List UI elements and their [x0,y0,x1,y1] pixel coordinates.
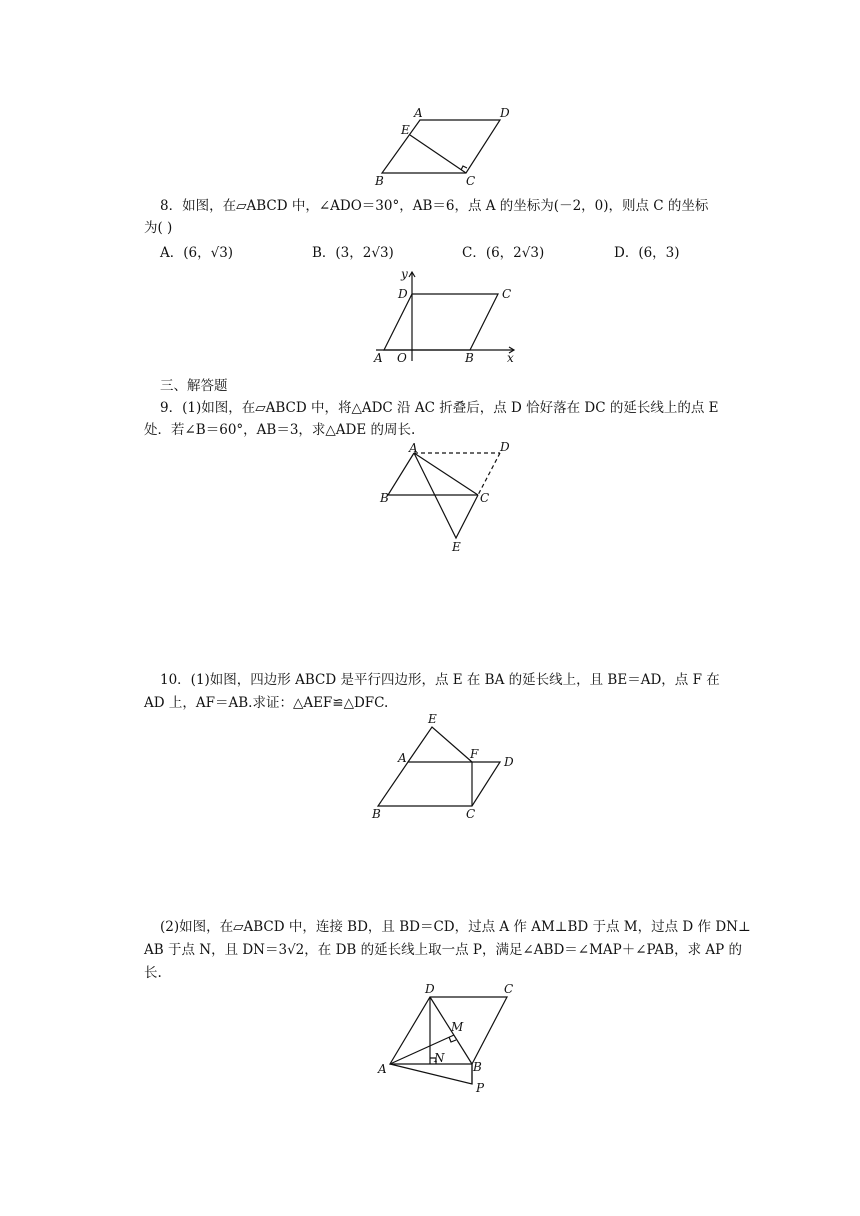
svg-text:M: M [451,1020,464,1034]
svg-text:B: B [372,807,381,821]
svg-text:F: F [470,747,479,761]
svg-text:B: B [375,174,384,188]
svg-text:D: D [504,755,514,769]
svg-text:A: A [414,106,423,120]
svg-text:D: D [398,287,408,301]
svg-text:C: C [502,287,512,301]
svg-text:O: O [397,351,407,365]
figure-parallelogram-aef [366,710,526,825]
svg-text:B: B [473,1060,482,1074]
figure-parallelogram-amp [372,980,532,1100]
svg-text:A: A [374,351,383,365]
q8-text-line1: 8．如图，在▱ABCD 中，∠ADO＝30°，AB＝6，点 A 的坐标为(－2，0)，则点 C 的坐标 [160,198,709,214]
q8-option-a: A．(6，√3) [160,245,234,261]
q10-text-line2: AD 上，AF＝AB.求证：△AEF≌△DFC. [144,695,389,711]
svg-text:C: C [466,807,476,821]
q8-text-line2: 为( ) [144,220,173,236]
svg-text:C: C [480,491,490,505]
svg-text:x: x [507,351,514,365]
q10-text-line1: 10．(1)如图，四边形 ABCD 是平行四边形，点 E 在 BA 的延长线上，且 BE＝AD，点 F 在 [160,672,720,688]
svg-text:P: P [476,1081,485,1095]
svg-text:A: A [378,1062,387,1076]
svg-text:D: D [500,106,510,120]
q9-text-line1: 9．(1)如图，在▱ABCD 中，将△ADC 沿 AC 折叠后，点 D 恰好落在 DC 的延长线上的点 E [160,400,719,416]
svg-text:B: B [380,491,389,505]
svg-text:y: y [401,267,408,281]
q8-option-c: C．(6，2√3) [462,245,545,261]
svg-text:D: D [500,440,510,454]
svg-text:A: A [398,751,407,765]
svg-text:A: A [409,441,418,455]
svg-text:C: C [466,174,476,188]
figure-parallelogram-e-c [370,105,520,190]
svg-text:E: E [428,712,437,726]
q8-option-d: D．(6，3) [614,245,680,261]
figure-coordinate-parallelogram [368,266,528,366]
figure-fold-triangle [372,440,517,555]
svg-text:E: E [452,540,461,554]
q10-part2-line2: AB 于点 N，且 DN＝3√2，在 DB 的延长线上取一点 P，满足∠ABD＝∠MAP＋∠PAB，求 AP 的 [144,942,742,958]
svg-text:C: C [504,982,514,996]
svg-text:D: D [425,982,435,996]
svg-text:N: N [434,1051,445,1065]
svg-text:B: B [465,351,474,365]
q10-part2-line1: (2)如图，在▱ABCD 中，连接 BD，且 BD＝CD，过点 A 作 AM⊥BD 于点 M，过点 D 作 DN⊥ [160,919,751,935]
q8-option-b: B．(3，2√3) [312,245,394,261]
svg-text:E: E [401,123,410,137]
q10-part2-line3: 长. [144,965,162,981]
q9-text-line2: 处．若∠B＝60°，AB＝3，求△ADE 的周长. [144,422,416,438]
section-title: 三、解答题 [160,378,228,394]
